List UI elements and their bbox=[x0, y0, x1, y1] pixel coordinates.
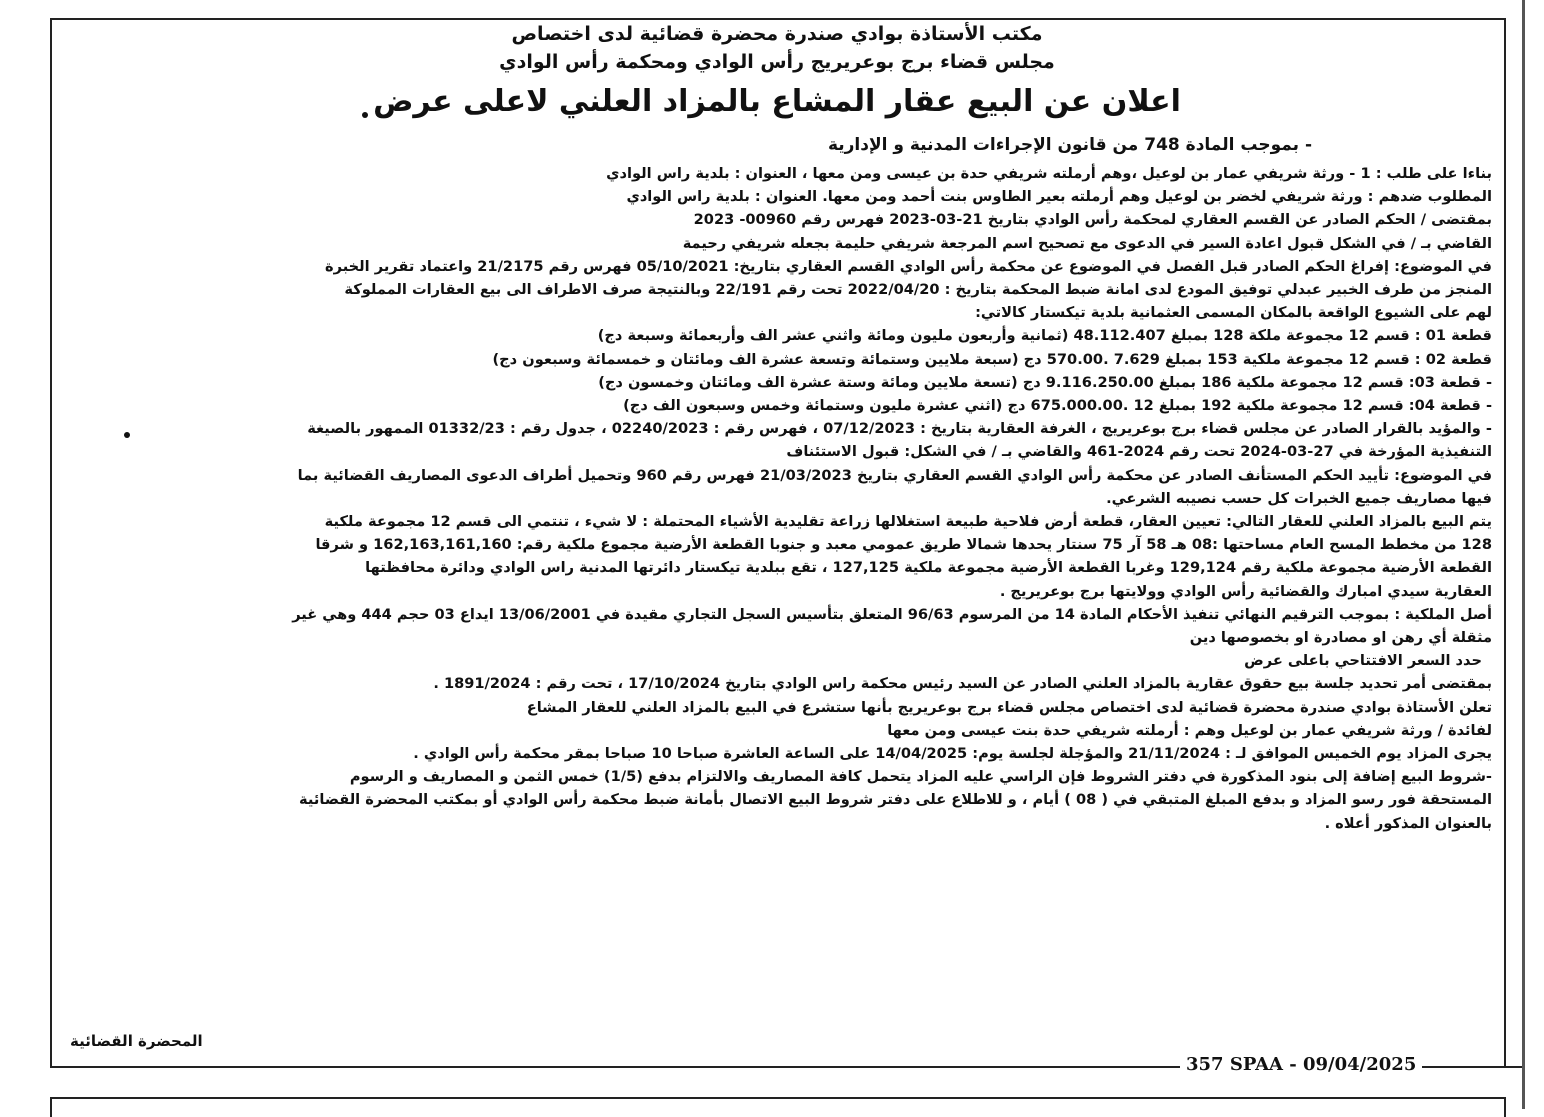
body-line-beneficiary: لفائدة / ورثة شريفي عمار بن لوعيل وهم : أرملته شريفي حدة بنت عيسى ومن معها bbox=[887, 721, 1492, 739]
body-line-lot-03: - قطعة 03: قسم 12 مجموعة ملكية 186 بمبلغ 9.116.250.00 دج (تسعة ملايين ومائة وستة عشرة الف ومائتان وخمسون دج) bbox=[598, 373, 1492, 391]
body-line-auction-date: يجرى المزاد يوم الخميس الموافق لـ : 21/11/2024 والمؤجلة لجلسة يوم: 14/04/2025 على الساعة العاشرة صباحا 10 صباحا بمقر محكمة رأس الوادي . bbox=[413, 745, 1492, 763]
office-header-line-2: مجلس قضاء برج بوعريريج رأس الوادي ومحكمة رأس الوادي bbox=[499, 51, 1055, 73]
body-line-merits-2: فيها مصاريف جميع الخبرات كل حسب نصيبه الشرعي. bbox=[1106, 489, 1492, 507]
body-line-appeal-1: - والمؤيد بالقرار الصادر عن مجلس قضاء برج بوعريريج ، الغرفة العقارية بتاريخ : 07/12/2023 ، فهرس رقم : 02240/2023 ، جدول رقم : 01332/23 الممهور بالصيغة bbox=[307, 420, 1492, 438]
body-line-subject-2: المنجز من طرف الخبير عبدلي توفيق المودع لدى امانة ضبط المحكمة بتاريخ : 2022/04/20 تحت رقم 22/191 وبالنتيجة صرف الاطراف الى بيع العقارات المملوكة bbox=[344, 281, 1492, 299]
announcement-content bbox=[62, 20, 1492, 835]
footer-rule bbox=[1466, 1066, 1522, 1068]
body-line-subject-3: لهم على الشيوع الواقعة بالمكان المسمى العثمانية بلدية تيكستار كالاتي: bbox=[975, 304, 1492, 322]
body-line-conditions-1: -شروط البيع إضافة إلى بنود المذكورة في دفتر الشروط فإن الراسي عليه المزاد يتحمل كافة المصاريف والالتزام بدفع (1/5) خمس الثمن و المصاريف و الرسوم bbox=[349, 768, 1492, 786]
body-line-lot-02: قطعة 02 : قسم 12 مجموعة ملكية 153 بمبلغ 7.629 .570.00 دج (سبعة ملايين وستمائة وتسعة عشرة الف ومائتان و خمسمائة وسبعون دج) bbox=[492, 350, 1492, 368]
body-line-notice: تعلن الأستاذة بوادي صندرة محضرة قضائية لدى اختصاص مجلس قضاء برج بوعريريج بأنها ستشرع في البيع بالمزاد العلني للعقار المشاع bbox=[526, 698, 1492, 716]
body-line-ownership-2: مثقلة أي رهن او مصادرة او بخصوصها دين bbox=[1189, 629, 1492, 647]
body-line-defendants: المطلوب ضدهم : ورثة شريفي لخضر بن لوعيل وهم أرملته بعير الطاوس بنت أحمد ومن معها. العنوان : بلدية راس الوادي bbox=[626, 188, 1492, 206]
margin-dot bbox=[124, 432, 130, 438]
body-line-ruling: القاضي بـ / في الشكل قبول اعادة السير في الدعوى مع تصحيح اسم المرجعة شريفي حليمة بجعله شريفي رحيمة bbox=[682, 234, 1492, 252]
body-line-property-4: العقارية سيدي امبارك والقضائية رأس الوادي وولايتها برج بوعريريج . bbox=[999, 582, 1492, 600]
body-line-property-1: يتم البيع بالمزاد العلني للعقار التالي: تعيين العقار، قطعة أرض فلاحية طبيعة استغلالها زراعة تقليدية الأشياء المحتملة : لا شيء ، تنتمي الى قسم 12 مجموعة ملكية bbox=[324, 513, 1492, 531]
title-dot bbox=[362, 112, 368, 118]
body-line-ownership-1: أصل الملكية : بموجب الترقيم النهائي تنفيذ الأحكام المادة 14 من المرسوم 96/63 المتعلق بتأسيس السجل التجاري مقيدة في 13/06/2001 ايداع 03 حجم 444 وهي غير bbox=[292, 605, 1492, 623]
body-line-requester: بناءا على طلب : 1 - ورثة شريفي عمار بن لوعيل ،وهم أرملته شريفي حدة بن عيسى ومن معها ، العنوان : بلدية راس الوادي bbox=[606, 165, 1492, 182]
announcement-title: اعلان عن البيع عقار المشاع بالمزاد العلني لاعلى عرض bbox=[373, 84, 1181, 119]
body-line-property-3: القطعة الأرضية مجموعة ملكية رقم 129,124 وغربا القطعة الأرضية مجموعة ملكية 127,125 ، تقع ببلدية تيكستار دائرتها المدنية راس الوادي ودائرة محافظتها bbox=[365, 559, 1492, 577]
body-line-appeal-2: التنفيذية المؤرخة في 27-03-2024 تحت رقم 2024-461 والقاضي بـ / في الشكل: قبول الاستئناف bbox=[786, 443, 1492, 461]
office-header-line-1: مكتب الأستاذة بوادي صندرة محضرة قضائية لدى اختصاص bbox=[511, 23, 1043, 45]
body-line-conditions-2: المستحقة فور رسو المزاد و بدفع المبلغ المتبقي في ( 08 ) أيام ، و للاطلاع على دفتر شروط البيع الاتصال بأمانة ضبط محكمة رأس الوادي أو بمكتب المحضرة القضائية bbox=[299, 791, 1492, 809]
body-line-conditions-3: بالعنوان المذكور أعلاه . bbox=[1324, 814, 1492, 832]
body-line-lot-04: - قطعة 04: قسم 12 مجموعة ملكية 192 بمبلغ 12 .675.000.00 دج (اثني عشرة مليون وستمائة وخمس وسبعون الف دج) bbox=[623, 397, 1492, 415]
body-line-judgment: بمقتضى / الحكم الصادر عن القسم العقاري لمحكمة رأس الوادي بتاريخ 21-03-2023 فهرس رقم 00960- 2023 bbox=[693, 211, 1492, 229]
body-line-order: بمقتضى أمر تحديد جلسة بيع حقوق عقارية بالمزاد العلني الصادر عن السيد رئيس محكمة راس الوادي بتاريخ 17/10/2024 ، تحت رقم : 1891/2024 . bbox=[433, 675, 1492, 693]
next-announcement-frame bbox=[50, 1097, 1506, 1117]
bailiff-signature: المحضرة القضائية bbox=[70, 1032, 203, 1050]
body-line-property-2: 128 من مخطط المسح العام مساحتها :08 هـ 58 آر 75 سنتار يحدها شمالا طريق عمومي معبد و جنوبا القطعة الأرضية مجموع ملكية رقم: 162,163,161,160 و شرقا bbox=[315, 536, 1492, 554]
legal-basis-subtitle: - بموجب المادة 748 من قانون الإجراءات المدنية و الإدارية bbox=[827, 135, 1312, 155]
publication-code: 357 SPAA - 09/04/2025 bbox=[1180, 1054, 1422, 1075]
body-line-subject-1: في الموضوع: إفراغ الحكم الصادر قبل الفصل في الموضوع عن محكمة رأس الوادي القسم العقاري بتاريخ: 05/10/2021 فهرس رقم 21/2175 واعتماد تقرير الخبرة bbox=[325, 257, 1492, 275]
body-line-opening-price: حدد السعر الافتتاحي باعلى عرض bbox=[1244, 652, 1482, 670]
body-line-merits-1: في الموضوع: تأييد الحكم المستأنف الصادر عن محكمة رأس الوادي القسم العقاري بتاريخ 21/03/2023 فهرس رقم 960 وتحميل أطراف الدعوى المصاريف القضائية بما bbox=[297, 466, 1492, 484]
column-rule bbox=[1522, 0, 1525, 1109]
body-line-lot-01: قطعة 01 : قسم 12 مجموعة ملكة 128 بمبلغ 48.112.407 (ثمانية وأربعون مليون ومائة واثني عشر الف وأربعمائة وسبعة دج) bbox=[597, 327, 1492, 345]
